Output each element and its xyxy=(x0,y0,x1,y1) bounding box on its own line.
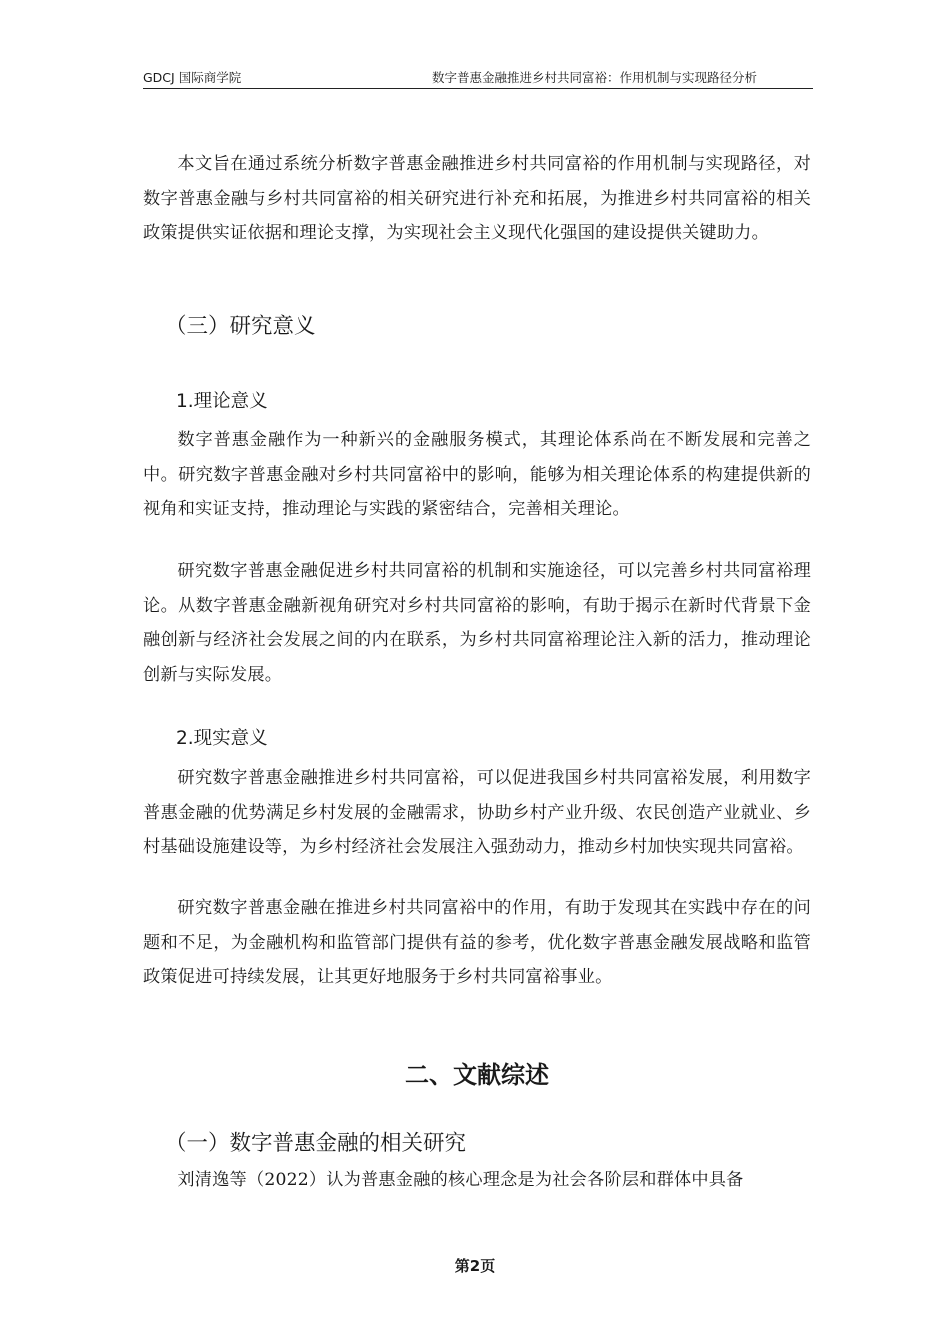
practice-significance-heading: 2.现实意义 xyxy=(176,728,268,749)
page-number: 第2页 xyxy=(454,1257,496,1275)
theory-significance-heading: 1.理论意义 xyxy=(176,391,268,412)
practice-paragraph-2: 研究数字普惠金融在推进乡村共同富裕中的作用，有助于发现其在实践中存在的问题和不足，为金融机构和监管部门提供有益的参考，优化数字普惠金融发展战略和监管政策促进可持续发展，让其更好地服务于乡村共同富裕事业。 xyxy=(143,898,811,987)
theory-paragraph-1: 数字普惠金融作为一种新兴的金融服务模式，其理论体系尚在不断发展和完善之中。研究数字普惠金融对乡村共同富裕中的影响，能够为相关理论体系的构建提供新的视角和实证支持，推动理论与实践的紧密结合，完善相关理论。 xyxy=(143,430,811,519)
running-header xyxy=(143,70,813,89)
practice-paragraph-1: 研究数字普惠金融推进乡村共同富裕，可以促进我国乡村共同富裕发展，利用数字普惠金融的优势满足乡村发展的金融需求，协助乡村产业升级、农民创造产业就业、乡村基础设施建设等，为乡村经济社会发展注入强劲动力，推动乡村加快实现共同富裕。 xyxy=(143,768,811,857)
literature-paragraph: 刘清逸等（2022）认为普惠金融的核心理念是为社会各阶层和群体中具备 xyxy=(177,1170,744,1190)
chapter-literature-review-heading: 二、文献综述 xyxy=(405,1061,549,1089)
theory-paragraph-2: 研究数字普惠金融促进乡村共同富裕的机制和实施途径，可以完善乡村共同富裕理论。从数字普惠金融新视角研究对乡村共同富裕的影响，有助于揭示在新时代背景下金融创新与经济社会发展之间的内在联系，为乡村共同富裕理论注入新的活力，推动理论创新与实际发展。 xyxy=(143,561,811,685)
header-paper-title: 数字普惠金融推进乡村共同富裕：作用机制与实现路径分析 xyxy=(431,70,757,85)
section-digital-inclusive-finance-heading: （一）数字普惠金融的相关研究 xyxy=(165,1131,467,1156)
section-research-significance-heading: （三）研究意义 xyxy=(165,314,316,339)
header-institution: GDCJ 国际商学院 xyxy=(143,70,242,85)
intro-paragraph: 本文旨在通过系统分析数字普惠金融推进乡村共同富裕的作用机制与实现路径，对数字普惠金融与乡村共同富裕的相关研究进行补充和拓展，为推进乡村共同富裕的相关政策提供实证依据和理论支撑，为实现社会主义现代化强国的建设提供关键助力。 xyxy=(143,154,811,243)
